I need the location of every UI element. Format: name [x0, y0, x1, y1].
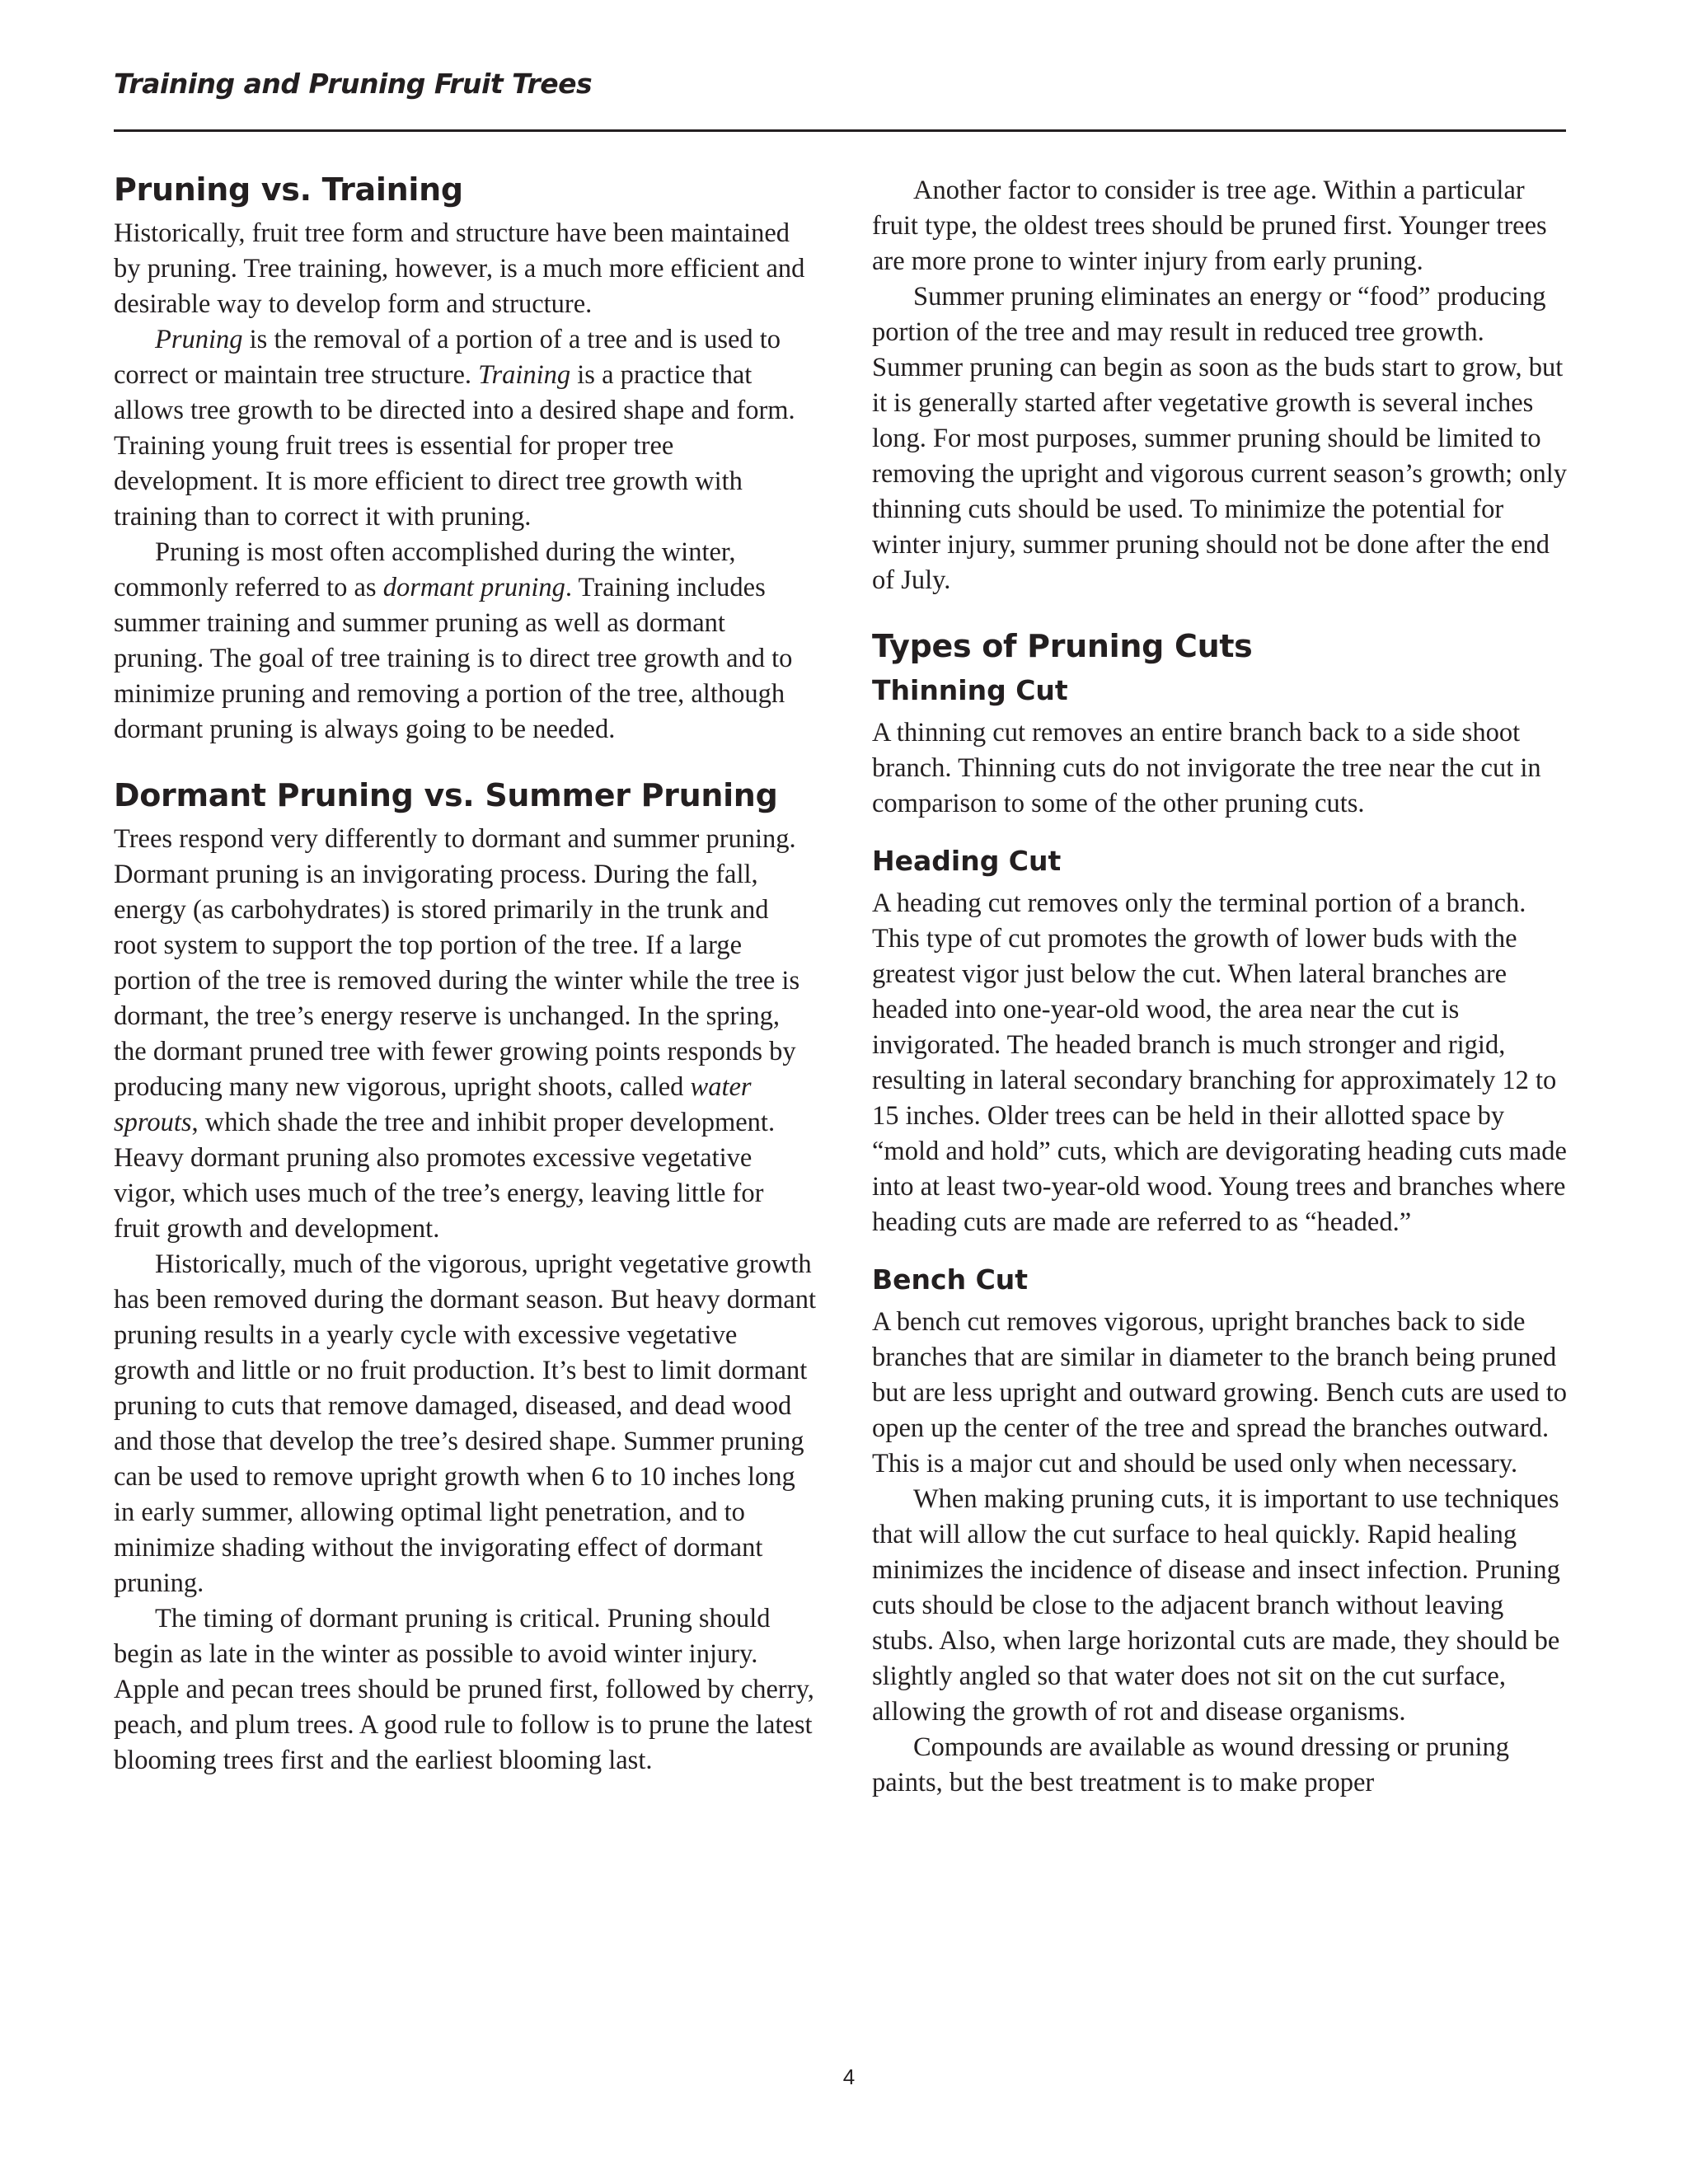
paragraph: A heading cut removes only the terminal portion of a branch. This type of cut promotes the growth of lower buds with the greatest vigor just below the cut. When lateral branches are headed into one-year-old wood, the area near the cut is invigorated. The headed branch is much stronger and rigid, resulting in lateral secondary branching for approximately 12 to 15 inches. Older trees can be held in their allotted space by “mold and hold” cuts, which are devigorating heading cuts made into at least two-year-old wood. Young trees and branches where heading cuts are made are referred to as “headed.”: [872, 888, 1567, 1237]
paragraph: Historically, fruit tree form and structure have been maintained by pruning. Tree training, however, is a much more efficient and desirable way to develop form and structure.: [114, 218, 805, 319]
heading-dormant-vs-summer: Dormant Pruning vs. Summer Pruning: [114, 777, 778, 813]
term-water-sprouts: water sprouts: [114, 1072, 752, 1137]
paragraph: Pruning is the removal of a portion of a tree and is used to correct or maintain tree structure. Training is a practice that allows tree growth to be directed into a desired shape and form. Training young fruit trees is essential for proper tree development. It is more efficient to direct tree growth with training than to correct it with pruning.: [114, 325, 795, 532]
page-number: 4: [842, 2064, 856, 2089]
left-column: [114, 170, 816, 1779]
paragraph: When making pruning cuts, it is important to use techniques that will allow the cut surface to heal quickly. Rapid healing minimizes the incidence of disease and insect infection. Pruning cuts should be close to the adjacent branch without leaving stubs. Also, when large horizontal cuts are made, they should be slightly angled so that water does not sit on the cut surface, allowing the growth of rot and disease organisms.: [872, 1484, 1560, 1727]
paragraph: Trees respond very differently to dormant and summer pruning. Dormant pruning is an invigorating process. During the fall, energy (as carbohydrates) is stored primarily in the trunk and root system to support the top portion of the tree. If a large portion of the tree is removed during the winter while the tree is dormant, the tree’s energy reserve is unchanged. In the spring, the dormant pruned tree with fewer growing points responds by producing many new vigorous, upright shoots, called water sprouts, which shade the tree and inhibit proper development. Heavy dormant pruning also promotes excessive vegetative vigor, which uses much of the tree’s energy, leaving little for fruit growth and development.: [114, 824, 800, 1244]
header-rule: [114, 129, 1566, 132]
paragraph: Pruning is most often accomplished during the winter, commonly referred to as dormant pruning. Training includes summer training and summer pruning as well as dormant pruning. The goal of tree training is to direct tree growth and to minimize pruning and removing a portion of the tree, although dormant pruning is always going to be needed.: [114, 537, 793, 744]
term-dormant-pruning: dormant pruning: [382, 573, 565, 602]
paragraph: Compounds are available as wound dressing or pruning paints, but the best treatment is to make proper: [872, 1732, 1509, 1797]
heading-types-of-pruning-cuts: Types of Pruning Cuts: [872, 628, 1253, 664]
paragraph: The timing of dormant pruning is critical. Pruning should begin as late in the winter as possible to avoid winter injury. Apple and pecan trees should be pruned first, followed by cherry, peach, and plum trees. A good rule to follow is to prune the latest blooming trees first and the earliest blooming last.: [114, 1604, 814, 1775]
paragraph: A bench cut removes vigorous, upright branches back to side branches that are similar in diameter to the branch being pruned but are less upright and outward growing. Bench cuts are used to open up the center of the tree and spread the branches outward. This is a major cut and should be used only when necessary.: [872, 1307, 1567, 1479]
subheading-bench-cut: Bench Cut: [872, 1263, 1029, 1296]
paragraph: Another factor to consider is tree age. Within a particular fruit type, the oldest trees should be pruned first. Younger trees are more prone to winter injury from early pruning.: [872, 176, 1547, 276]
subheading-heading-cut: Heading Cut: [872, 845, 1062, 877]
term-pruning: Pruning: [155, 325, 243, 354]
heading-pruning-vs-training: Pruning vs. Training: [114, 171, 463, 208]
paragraph: Summer pruning eliminates an energy or “food” producing portion of the tree and may result in reduced tree growth. Summer pruning can begin as soon as the buds start to grow, but it is generally started after vegetative growth is several inches long. For most purposes, summer pruning should be limited to removing the upright and vigorous current season’s growth; only thinning cuts should be used. To minimize the potential for winter injury, summer pruning should not be done after the end of July.: [872, 282, 1568, 595]
paragraph: A thinning cut removes an entire branch back to a side shoot branch. Thinning cuts do not invigorate the tree near the cut in comparison to some of the other pruning cuts.: [872, 718, 1541, 818]
term-training: Training: [478, 360, 571, 390]
right-column: [872, 173, 1571, 1801]
paragraph: Historically, much of the vigorous, upright vegetative growth has been removed during the dormant season. But heavy dormant pruning results in a yearly cycle with excessive vegetative growth and little or no fruit production. It’s best to limit dormant pruning to cuts that remove damaged, diseased, and dead wood and those that develop the tree’s desired shape. Summer pruning can be used to remove upright growth when 6 to 10 inches long in early summer, allowing optimal light penetration, and to minimize shading without the invigorating effect of dormant pruning.: [114, 1249, 816, 1598]
running-title: Training and Pruning Fruit Trees: [114, 68, 593, 100]
subheading-thinning-cut: Thinning Cut: [872, 674, 1068, 706]
